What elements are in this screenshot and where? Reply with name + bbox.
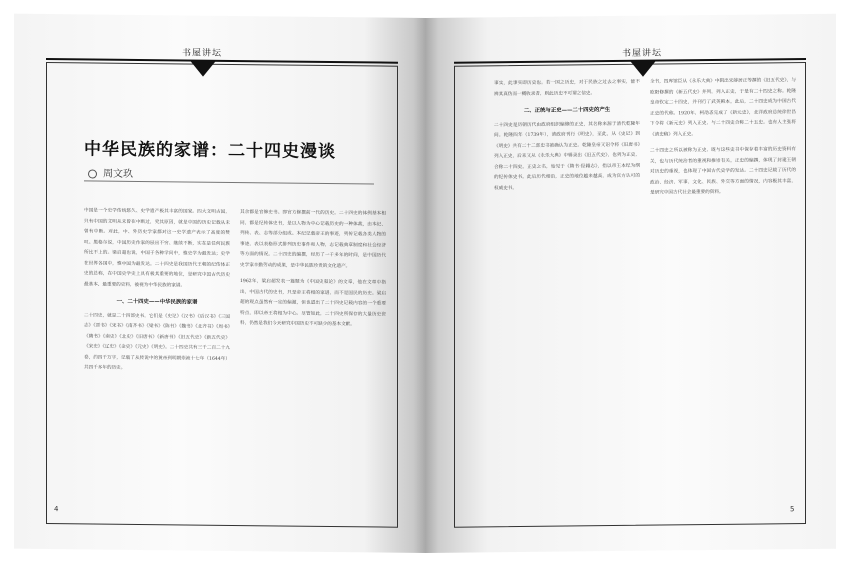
left-column-2 [240,208,386,500]
right-column-2 [650,76,796,508]
intro-paragraph: 中国是一个史学传统悠久、史学遗产极其丰富的国家。四大文明古国，只有中国的文明从未曾在中断过，究其原因，就是中国的历史记载从未曾有中断。对此，中、外历史学家都对这一史学遗产表示了高度的赞叹。黑格尔说，中国历史作家的层出不穷、继续不断，实在是任何民族所比不上的。梁启超也说，中国于各种学问中，惟史学为最发达；史学在世界各国中，惟中国为最发达。二十四史是我国历代王朝的纪传体正史的总称，在中国史学史上具有极其重要的地位，是研究中国古代历史最基本、最重要的史料，被视为中华民族的家谱。 [84,208,230,288]
author-circle-icon [88,169,97,178]
author-name: 周文玖 [103,168,133,180]
open-magazine [6,18,842,563]
column-2-paragraph-2: 1962年，梁启超发表一篇题为《中国史叙论》的文章，他在文章中指出，中国古代的史书，只是帝王将相的家谱，而不是国民的历史。梁启超的观点虽然有一定的偏激，但也道出了二十四史记载内容的一个重要特点，即以帝王将相为中心。尽管如此，二十四史所保存的大量历史资料，仍然是我们今天研究中国历史不可缺少的基本文献。 [240,279,386,328]
article-title: 中华民族的家谱：二十四史漫谈 [84,139,336,163]
right-header-triangle-icon [630,61,656,77]
section-2-paragraph: 二十四史是历朝历代由政府组织编修的正史，其名称来源于清代乾隆年间。乾隆四年（1739年），清政府刊行《明史》，至此，从《史记》到《明史》共有二十二部史书被确认为正史。乾隆皇帝又诏令将《旧唐书》列入正史，后来又从《永乐大典》中辑录出《旧五代史》，也列为正史，合称二十四史。正史之名，始见于《隋书·经籍志》，指以帝王本纪为纲的纪传体史书。此后历代相沿，正史的地位越来越高，成为官方认可的权威史书。 [494,121,640,191]
right-column-2-paragraph-2: 二十四史之所以被称为正史，既与这些史书中保存着丰富的历史资料有关，也与历代统治者的重视和推崇有关。正史的编撰，体现了封建王朝对历史的重视，也体现了中国古代史学的发达。二十四史记载了历代的政治、经济、军事、文化、民族、外交等方面的情况，内容极其丰富，是研究中国古代社会最重要的资料。 [650,147,796,196]
section-heading-2: 二、正统与正史——二十四史的产生 [523,107,611,114]
right-column-2-paragraph: 全书，四库馆臣从《永乐大典》中辑出宋薛居正等撰的《旧五代史》，与欧阳修撰的《新五代史》并列，列入正史，于是有二十四史之称。乾隆皇帝钦定二十四史，并刊行了武英殿本。此后，二十四史成为中国古代正史的代称。1920年，柯劭忞完成了《新元史》，北洋政府总统徐世昌下令将《新元史》列入正史，与二十四史合称二十五史。也有人主张将《清史稿》列入正史。 [650,78,796,138]
right-page [426,14,836,553]
right-page-number: 5 [790,505,795,514]
continued-paragraph: 事实，此事实即历史也。若一国之历史，对于民族之过去之事实，能不辨其真伪而一概收录者，则此历史不可谓之信史。 [494,79,640,97]
right-column-1 [494,78,640,510]
left-page-number: 4 [54,505,59,514]
right-header-label: 书屋讲坛 [622,48,663,59]
left-header-label: 书屋讲坛 [182,48,223,59]
left-column-1 [84,206,230,498]
left-header-triangle-icon [190,61,216,77]
section-heading-1: 一、二十四史——中华民族的家谱 [116,298,198,306]
left-page [14,14,426,553]
section-1-paragraph: 二十四史，就是二十四部史书，它们是《史记》《汉书》《后汉书》《三国志》《晋书》《宋书》《南齐书》《梁书》《陈书》《魏书》《北齐书》《周书》《隋书》《南史》《北史》《旧唐书》《新唐书》《旧五代史》《新五代史》《宋史》《辽史》《金史》《元史》《明史》。二十四史共有三千二百二十九卷，约四千万字，记载了从传说中的黄帝到明朝崇祯十七年（1644年）共四千多年的历史。 [84,312,230,371]
article-author [88,164,133,179]
column-2-paragraph: 其余都是官修史书。即官方修撰前一代的历史。二十四史的体例基本相同，都是纪传体史书，是以人物为中心记载历史的一种体裁，由本纪、列传、表、志等部分组成。本纪记载帝王的事迹，列传记载各类人物的事迹，表以表格形式排列历史事件和人物，志记载典章制度和社会经济等方面的情况。二十四史的编撰，经历了一千多年的时间，是中国历代史学家辛勤劳动的成果，是中华民族珍贵的文化遗产。 [240,210,386,269]
